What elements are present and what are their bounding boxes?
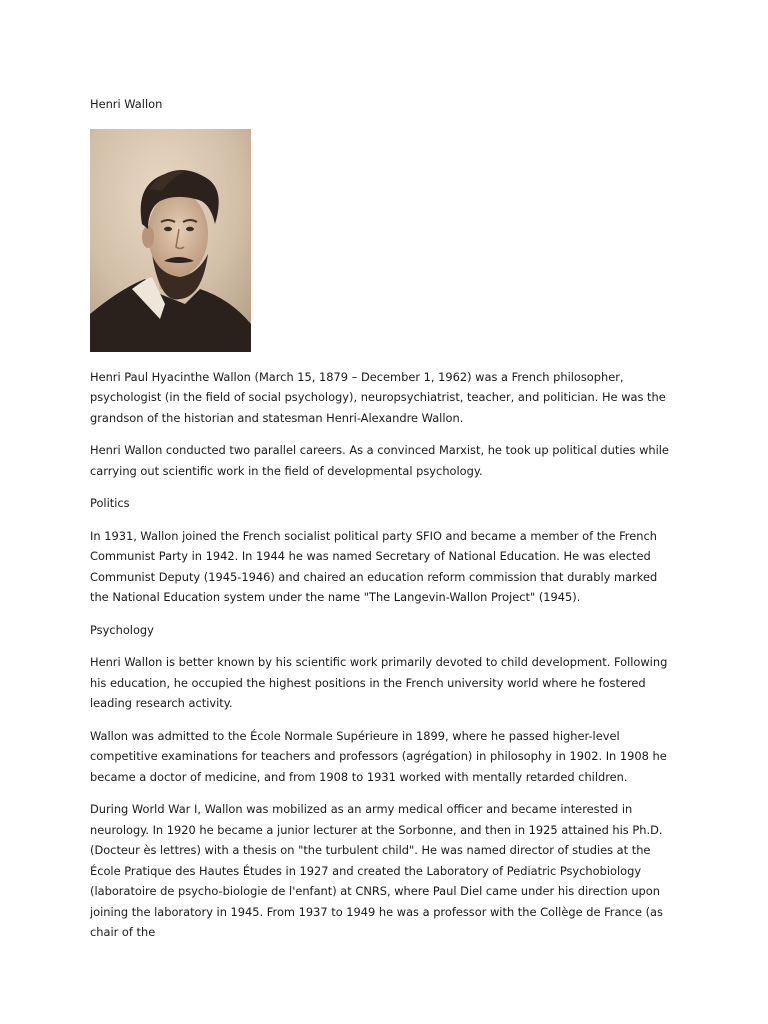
document-page [90,94,675,955]
document-title: Henri Wallon [90,97,163,111]
politics-paragraph: In 1931, Wallon joined the French socialist political party SFIO and became a member of the French Communist Party in 1942. In 1944 he was named Secretary of National Education. He was elected Communist Deputy (1945-1946) and chaired an education reform commission that durably marked the National Education system under the name "The Langevin-Wallon Project" (1945). [90,528,658,604]
intro-paragraph: Henri Paul Hyacinthe Wallon (March 15, 1879 – December 1, 1962) was a French philosopher, psychologist (in the field of social psychology), neuropsychiatrist, teacher, and politician. He was the grandson of the historian and statesman Henri-Alexandre Wallon. [90,369,666,425]
psychology-paragraph-1: Henri Wallon is better known by his scientific work primarily devoted to child development. Following his education, he occupied the highest positions in the French university world where he fostered leading research activity. [90,655,668,710]
careers-paragraph: Henri Wallon conducted two parallel careers. As a convinced Marxist, he took up political duties while carrying out scientific work in the field of developmental psychology. [90,443,669,478]
psychology-paragraph-2: Wallon was admitted to the École Normale Supérieure in 1899, where he passed higher-level competitive examinations for teachers and professors (agrégation) in philosophy in 1902. In 1908 he became a doctor of medicine, and from 1908 to 1931 worked with mentally retarded children. [90,728,667,784]
psychology-paragraph-3: During World War I, Wallon was mobilized as an army medical officer and became interested in neurology. In 1920 he became a junior lecturer at the Sorbonne, and then in 1925 attained his Ph.D. (Docteur ès lettres) with a thesis on "the turbulent child". He was named director of studies at the École Pratique des Hautes Études in 1927 and created the Laboratory of Pediatric Psychobiology (laboratoire de psycho-biologie de l'enfant) at CNRS, where Paul Diel came under his direction upon joining the laboratory in 1945. From 1937 to 1949 he was a professor with the Collège de France (as chair of the [90,802,663,939]
portrait-photo [90,129,251,352]
psychology-heading: Psychology [90,622,154,637]
politics-heading: Politics [90,496,130,510]
